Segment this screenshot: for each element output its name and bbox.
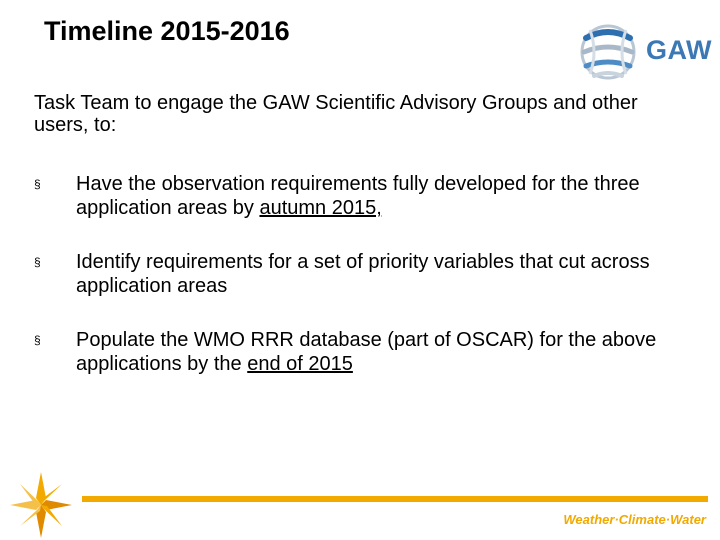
- footer-bar: [82, 496, 708, 502]
- intro-text: Task Team to engage the GAW Scientific Advisory Groups and other users, to:: [34, 92, 638, 136]
- list-item: [34, 328, 694, 376]
- bullet-marker: §: [34, 333, 41, 347]
- bullet-text: Populate the WMO RRR database (part of OSCAR) for the above applications by the: [76, 329, 657, 375]
- bullet-underlined-text: end of 2015: [247, 353, 353, 375]
- tagline-weather: Weather: [563, 512, 615, 527]
- gaw-globe-icon: [576, 22, 640, 82]
- gaw-logo: [576, 22, 712, 82]
- list-item: [34, 250, 694, 298]
- list-item: [34, 172, 694, 220]
- bullet-marker: §: [34, 255, 41, 269]
- bullet-text: Identify requirements for a set of priority variables that cut across application areas: [76, 251, 650, 297]
- bullet-text: Have the observation requirements fully developed for the three application areas by: [76, 173, 640, 219]
- logo-text: GAW: [646, 35, 712, 65]
- tagline-climate: Climate: [618, 512, 666, 527]
- page-title: Timeline 2015-2016: [44, 16, 290, 46]
- wmo-compass-star-icon: [8, 470, 74, 540]
- tagline-water: Water: [670, 512, 706, 527]
- tagline-separator: ·: [614, 512, 619, 527]
- bullet-list: [34, 172, 694, 406]
- bullet-underlined-text: autumn 2015,: [259, 197, 382, 219]
- footer-tagline: [563, 512, 706, 527]
- bullet-marker: §: [34, 177, 41, 191]
- tagline-separator: ·: [665, 512, 671, 527]
